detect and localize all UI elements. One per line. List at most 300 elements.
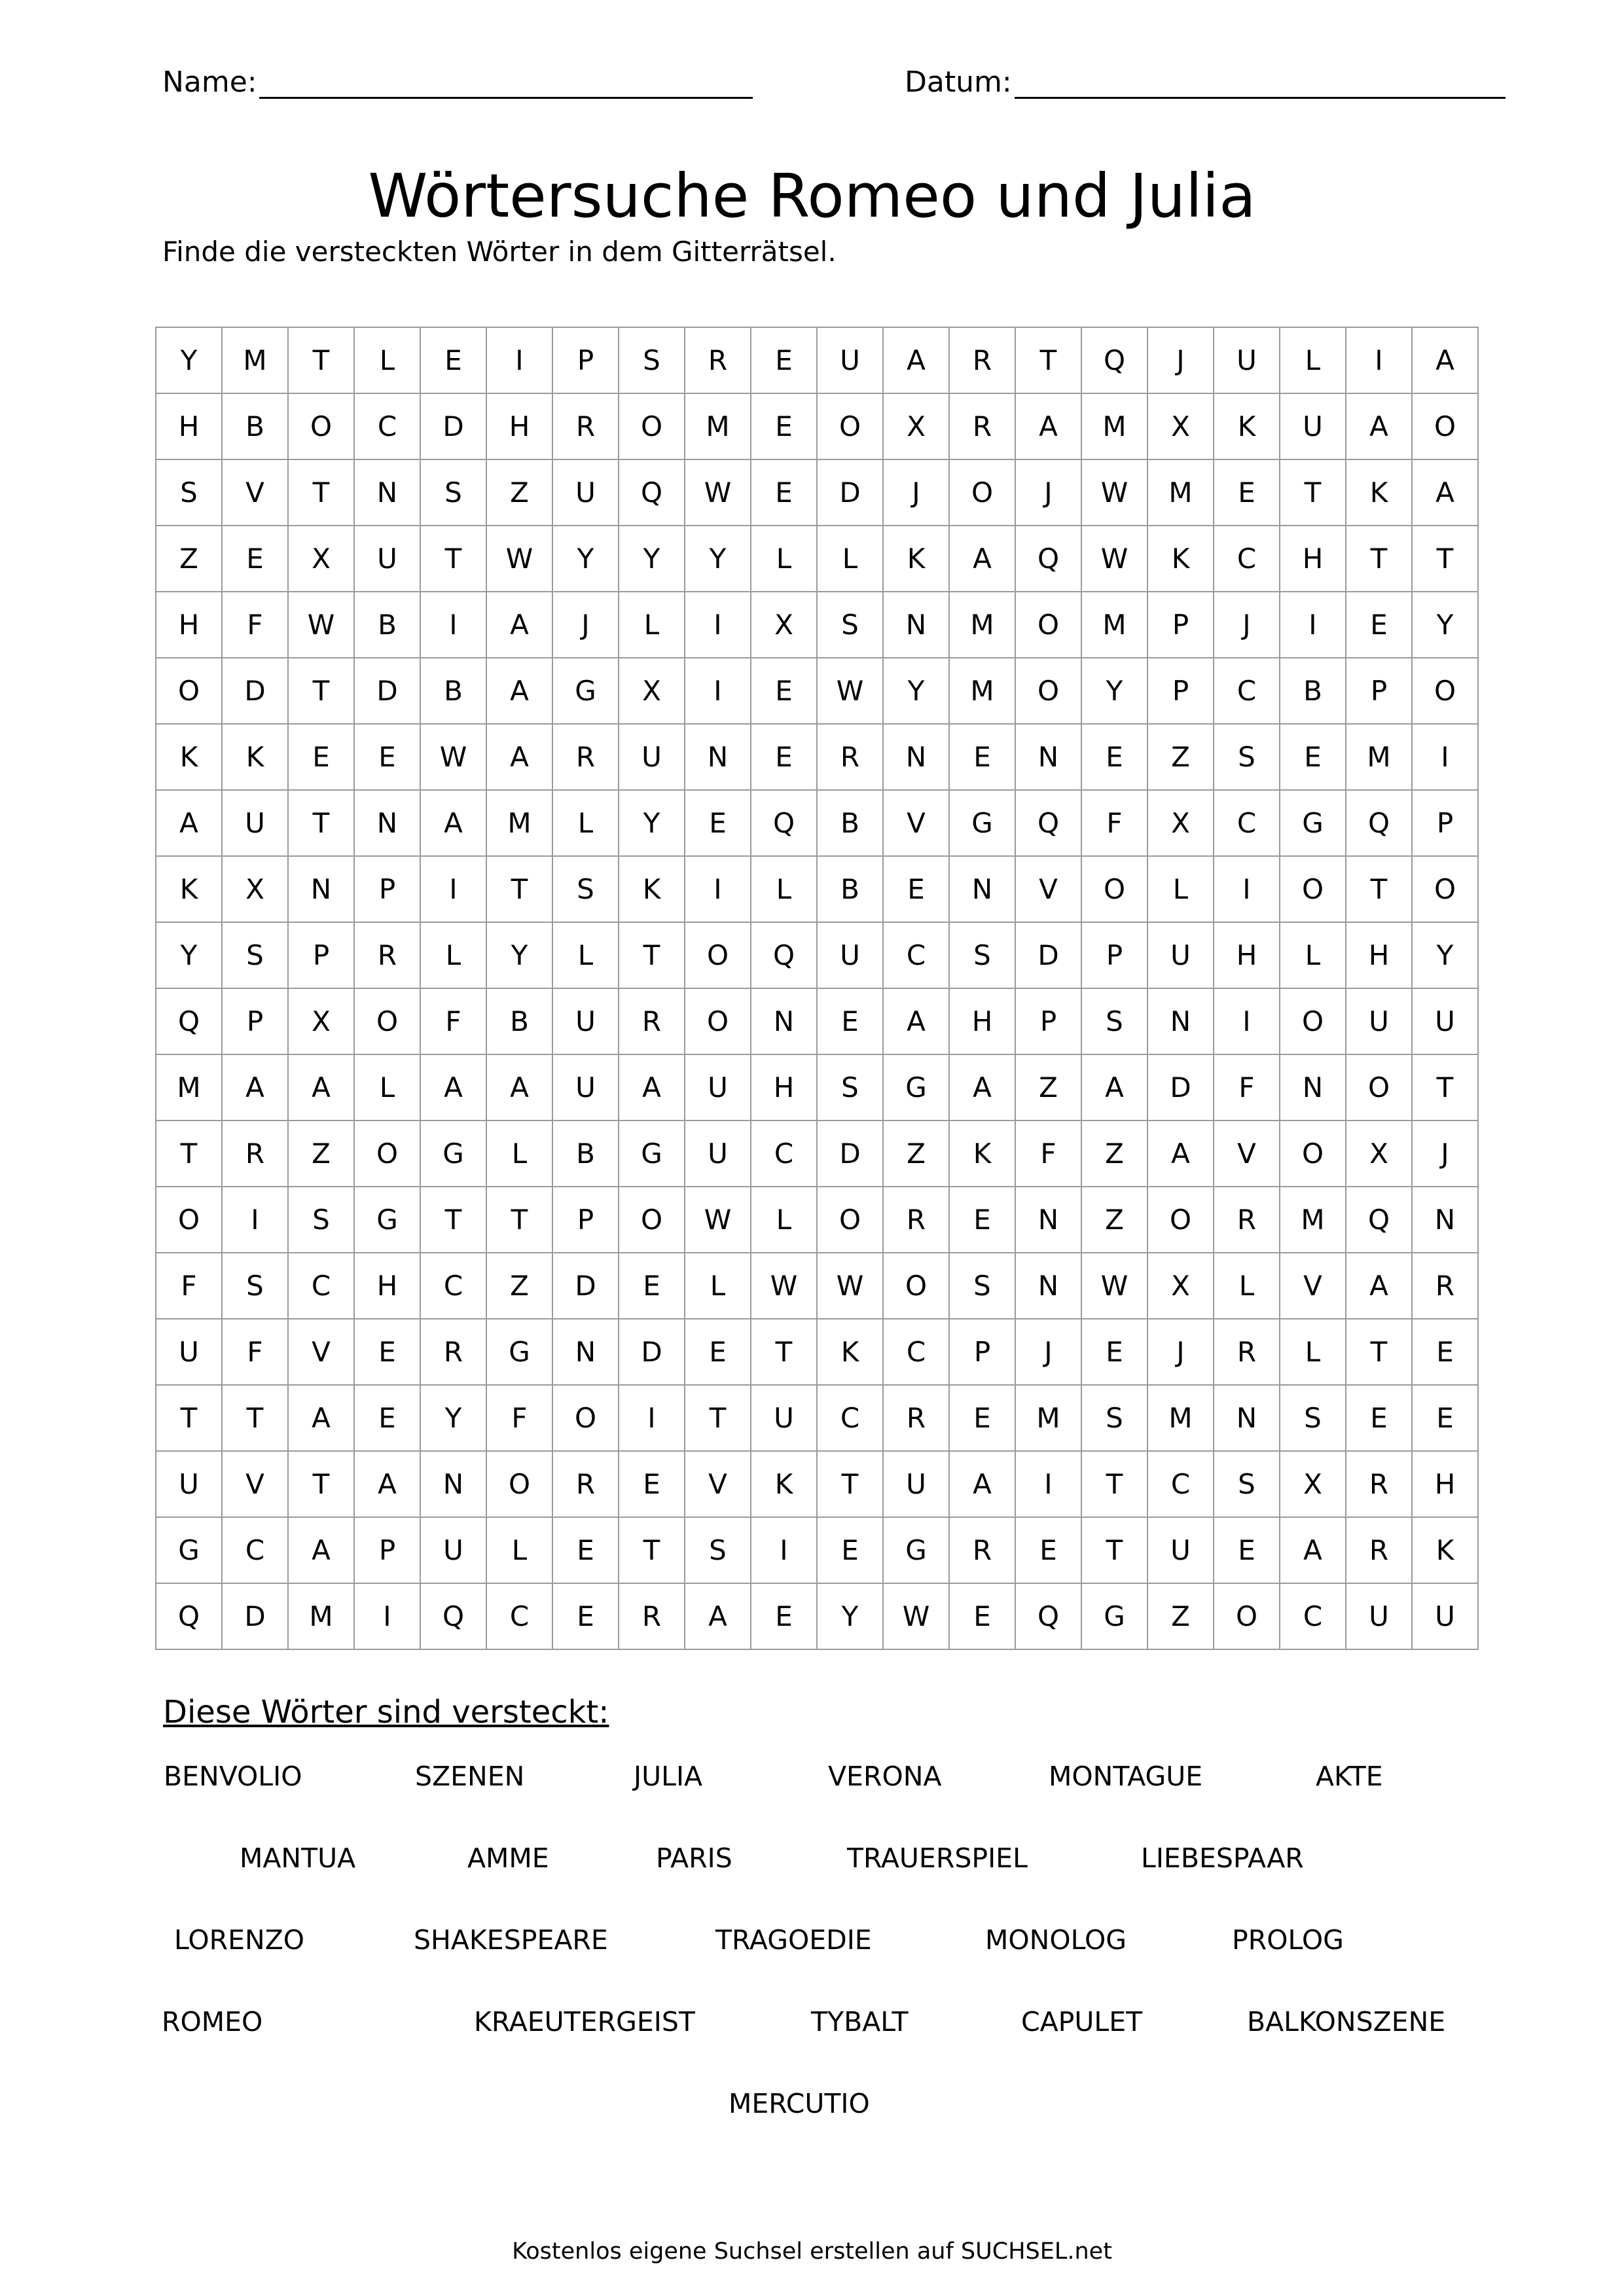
grid-cell[interactable]: N bbox=[1280, 1055, 1346, 1121]
grid-cell[interactable]: M bbox=[223, 328, 289, 394]
grid-cell[interactable]: E bbox=[553, 1518, 619, 1584]
grid-cell[interactable]: Q bbox=[156, 989, 223, 1055]
grid-cell[interactable]: B bbox=[421, 658, 487, 725]
grid-cell[interactable]: Y bbox=[421, 1386, 487, 1452]
grid-cell[interactable]: L bbox=[355, 1055, 421, 1121]
grid-cell[interactable]: Z bbox=[1148, 725, 1214, 791]
grid-cell[interactable]: A bbox=[1016, 394, 1082, 460]
grid-cell[interactable]: L bbox=[1280, 1319, 1346, 1386]
grid-cell[interactable]: K bbox=[818, 1319, 884, 1386]
grid-cell[interactable]: R bbox=[950, 1518, 1016, 1584]
grid-cell[interactable]: N bbox=[884, 592, 950, 658]
grid-cell[interactable]: W bbox=[884, 1584, 950, 1650]
grid-cell[interactable]: S bbox=[289, 1187, 355, 1253]
grid-cell[interactable]: E bbox=[1413, 1319, 1479, 1386]
grid-cell[interactable]: Q bbox=[1016, 791, 1082, 857]
grid-cell[interactable]: D bbox=[818, 1121, 884, 1187]
grid-cell[interactable]: A bbox=[1280, 1518, 1346, 1584]
grid-cell[interactable]: U bbox=[355, 526, 421, 592]
grid-cell[interactable]: L bbox=[487, 1518, 553, 1584]
grid-cell[interactable]: M bbox=[1280, 1187, 1346, 1253]
grid-cell[interactable]: V bbox=[289, 1319, 355, 1386]
grid-cell[interactable]: Z bbox=[1148, 1584, 1214, 1650]
grid-cell[interactable]: W bbox=[685, 460, 751, 526]
grid-cell[interactable]: S bbox=[950, 1253, 1016, 1319]
grid-cell[interactable]: J bbox=[1148, 328, 1214, 394]
grid-cell[interactable]: W bbox=[1082, 1253, 1148, 1319]
grid-cell[interactable]: O bbox=[1346, 1055, 1413, 1121]
grid-cell[interactable]: I bbox=[355, 1584, 421, 1650]
grid-cell[interactable]: J bbox=[1148, 1319, 1214, 1386]
grid-cell[interactable]: F bbox=[156, 1253, 223, 1319]
grid-cell[interactable]: A bbox=[619, 1055, 685, 1121]
grid-cell[interactable]: C bbox=[1214, 526, 1280, 592]
grid-cell[interactable]: A bbox=[156, 791, 223, 857]
grid-cell[interactable]: R bbox=[223, 1121, 289, 1187]
grid-cell[interactable]: N bbox=[421, 1452, 487, 1518]
grid-cell[interactable]: U bbox=[818, 328, 884, 394]
grid-cell[interactable]: M bbox=[950, 658, 1016, 725]
grid-cell[interactable]: J bbox=[553, 592, 619, 658]
grid-cell[interactable]: Q bbox=[421, 1584, 487, 1650]
grid-cell[interactable]: I bbox=[751, 1518, 818, 1584]
grid-cell[interactable]: N bbox=[1214, 1386, 1280, 1452]
grid-cell[interactable]: U bbox=[1346, 989, 1413, 1055]
grid-cell[interactable]: E bbox=[1346, 1386, 1413, 1452]
grid-cell[interactable]: T bbox=[1346, 857, 1413, 923]
grid-cell[interactable]: E bbox=[1413, 1386, 1479, 1452]
grid-cell[interactable]: R bbox=[619, 1584, 685, 1650]
grid-cell[interactable]: D bbox=[421, 394, 487, 460]
grid-cell[interactable]: S bbox=[1280, 1386, 1346, 1452]
grid-cell[interactable]: Y bbox=[1413, 923, 1479, 989]
grid-cell[interactable]: I bbox=[1214, 989, 1280, 1055]
grid-cell[interactable]: E bbox=[1280, 725, 1346, 791]
grid-cell[interactable]: K bbox=[223, 725, 289, 791]
grid-cell[interactable]: I bbox=[1016, 1452, 1082, 1518]
grid-cell[interactable]: Q bbox=[751, 791, 818, 857]
grid-cell[interactable]: G bbox=[355, 1187, 421, 1253]
grid-cell[interactable]: E bbox=[355, 1319, 421, 1386]
grid-cell[interactable]: U bbox=[1148, 1518, 1214, 1584]
grid-cell[interactable]: M bbox=[1016, 1386, 1082, 1452]
grid-cell[interactable]: T bbox=[1082, 1518, 1148, 1584]
grid-cell[interactable]: L bbox=[1280, 328, 1346, 394]
grid-cell[interactable]: T bbox=[223, 1386, 289, 1452]
grid-cell[interactable]: E bbox=[289, 725, 355, 791]
grid-cell[interactable]: R bbox=[1413, 1253, 1479, 1319]
grid-cell[interactable]: B bbox=[487, 989, 553, 1055]
grid-cell[interactable]: I bbox=[1346, 328, 1413, 394]
grid-cell[interactable]: E bbox=[751, 1584, 818, 1650]
grid-cell[interactable]: A bbox=[289, 1055, 355, 1121]
grid-cell[interactable]: W bbox=[751, 1253, 818, 1319]
grid-cell[interactable]: M bbox=[1082, 394, 1148, 460]
grid-cell[interactable]: L bbox=[751, 857, 818, 923]
grid-cell[interactable]: T bbox=[1413, 1055, 1479, 1121]
grid-cell[interactable]: Q bbox=[1016, 526, 1082, 592]
grid-cell[interactable]: L bbox=[553, 791, 619, 857]
grid-cell[interactable]: T bbox=[1413, 526, 1479, 592]
grid-cell[interactable]: A bbox=[1082, 1055, 1148, 1121]
grid-cell[interactable]: I bbox=[487, 328, 553, 394]
grid-cell[interactable]: S bbox=[156, 460, 223, 526]
grid-cell[interactable]: M bbox=[1148, 460, 1214, 526]
grid-cell[interactable]: U bbox=[156, 1319, 223, 1386]
grid-cell[interactable]: C bbox=[289, 1253, 355, 1319]
grid-cell[interactable]: B bbox=[553, 1121, 619, 1187]
grid-cell[interactable]: S bbox=[1214, 1452, 1280, 1518]
grid-cell[interactable]: S bbox=[223, 1253, 289, 1319]
grid-cell[interactable]: X bbox=[223, 857, 289, 923]
grid-cell[interactable]: P bbox=[355, 857, 421, 923]
grid-cell[interactable]: T bbox=[487, 1187, 553, 1253]
grid-cell[interactable]: I bbox=[1214, 857, 1280, 923]
grid-cell[interactable]: H bbox=[1413, 1452, 1479, 1518]
grid-cell[interactable]: P bbox=[1346, 658, 1413, 725]
grid-cell[interactable]: L bbox=[619, 592, 685, 658]
grid-cell[interactable]: V bbox=[223, 1452, 289, 1518]
grid-cell[interactable]: B bbox=[818, 857, 884, 923]
grid-cell[interactable]: E bbox=[818, 1518, 884, 1584]
grid-cell[interactable]: D bbox=[1016, 923, 1082, 989]
grid-cell[interactable]: T bbox=[421, 1187, 487, 1253]
grid-cell[interactable]: O bbox=[355, 1121, 421, 1187]
grid-cell[interactable]: V bbox=[1214, 1121, 1280, 1187]
grid-cell[interactable]: S bbox=[553, 857, 619, 923]
grid-cell[interactable]: U bbox=[553, 989, 619, 1055]
grid-cell[interactable]: T bbox=[619, 1518, 685, 1584]
grid-cell[interactable]: F bbox=[487, 1386, 553, 1452]
grid-cell[interactable]: T bbox=[289, 658, 355, 725]
grid-cell[interactable]: A bbox=[421, 1055, 487, 1121]
grid-cell[interactable]: O bbox=[1280, 1121, 1346, 1187]
grid-cell[interactable]: V bbox=[1016, 857, 1082, 923]
grid-cell[interactable]: W bbox=[1082, 460, 1148, 526]
grid-cell[interactable]: N bbox=[355, 460, 421, 526]
grid-cell[interactable]: E bbox=[355, 725, 421, 791]
grid-cell[interactable]: W bbox=[818, 1253, 884, 1319]
grid-cell[interactable]: M bbox=[156, 1055, 223, 1121]
grid-cell[interactable]: L bbox=[1148, 857, 1214, 923]
grid-cell[interactable]: S bbox=[1082, 989, 1148, 1055]
grid-cell[interactable]: I bbox=[685, 857, 751, 923]
grid-cell[interactable]: N bbox=[751, 989, 818, 1055]
grid-cell[interactable]: T bbox=[818, 1452, 884, 1518]
grid-cell[interactable]: U bbox=[1413, 989, 1479, 1055]
grid-cell[interactable]: Z bbox=[1016, 1055, 1082, 1121]
grid-cell[interactable]: K bbox=[156, 725, 223, 791]
grid-cell[interactable]: U bbox=[553, 460, 619, 526]
grid-cell[interactable]: N bbox=[950, 857, 1016, 923]
grid-cell[interactable]: P bbox=[223, 989, 289, 1055]
grid-cell[interactable]: E bbox=[1082, 725, 1148, 791]
grid-cell[interactable]: E bbox=[950, 725, 1016, 791]
grid-cell[interactable]: O bbox=[1413, 394, 1479, 460]
grid-cell[interactable]: D bbox=[553, 1253, 619, 1319]
grid-cell[interactable]: Y bbox=[156, 923, 223, 989]
grid-cell[interactable]: U bbox=[421, 1518, 487, 1584]
grid-cell[interactable]: R bbox=[884, 1386, 950, 1452]
grid-cell[interactable]: S bbox=[818, 592, 884, 658]
grid-cell[interactable]: Y bbox=[487, 923, 553, 989]
grid-cell[interactable]: T bbox=[289, 460, 355, 526]
grid-cell[interactable]: T bbox=[421, 526, 487, 592]
grid-cell[interactable]: B bbox=[223, 394, 289, 460]
grid-cell[interactable]: F bbox=[1016, 1121, 1082, 1187]
grid-cell[interactable]: U bbox=[818, 923, 884, 989]
grid-cell[interactable]: F bbox=[223, 592, 289, 658]
grid-cell[interactable]: A bbox=[289, 1386, 355, 1452]
grid-cell[interactable]: M bbox=[1082, 592, 1148, 658]
grid-cell[interactable]: A bbox=[950, 1452, 1016, 1518]
grid-cell[interactable]: I bbox=[1280, 592, 1346, 658]
date-field-line[interactable] bbox=[1015, 97, 1506, 99]
grid-cell[interactable]: O bbox=[1413, 658, 1479, 725]
grid-cell[interactable]: O bbox=[1148, 1187, 1214, 1253]
grid-cell[interactable]: S bbox=[950, 923, 1016, 989]
grid-cell[interactable]: O bbox=[1016, 658, 1082, 725]
grid-cell[interactable]: R bbox=[1346, 1452, 1413, 1518]
grid-cell[interactable]: O bbox=[619, 394, 685, 460]
grid-cell[interactable]: N bbox=[355, 791, 421, 857]
grid-cell[interactable]: I bbox=[223, 1187, 289, 1253]
grid-cell[interactable]: R bbox=[1214, 1319, 1280, 1386]
grid-cell[interactable]: U bbox=[553, 1055, 619, 1121]
grid-cell[interactable]: Z bbox=[487, 1253, 553, 1319]
grid-cell[interactable]: A bbox=[884, 989, 950, 1055]
grid-cell[interactable]: N bbox=[1016, 1187, 1082, 1253]
grid-cell[interactable]: I bbox=[619, 1386, 685, 1452]
grid-cell[interactable]: D bbox=[619, 1319, 685, 1386]
name-field-line[interactable] bbox=[259, 97, 753, 99]
grid-cell[interactable]: T bbox=[619, 923, 685, 989]
grid-cell[interactable]: E bbox=[223, 526, 289, 592]
grid-cell[interactable]: H bbox=[1346, 923, 1413, 989]
grid-cell[interactable]: C bbox=[818, 1386, 884, 1452]
grid-cell[interactable]: K bbox=[884, 526, 950, 592]
grid-cell[interactable]: K bbox=[156, 857, 223, 923]
grid-cell[interactable]: P bbox=[1016, 989, 1082, 1055]
grid-cell[interactable]: E bbox=[619, 1253, 685, 1319]
grid-cell[interactable]: T bbox=[1280, 460, 1346, 526]
grid-cell[interactable]: E bbox=[1016, 1518, 1082, 1584]
grid-cell[interactable]: E bbox=[1214, 1518, 1280, 1584]
grid-cell[interactable]: X bbox=[1280, 1452, 1346, 1518]
grid-cell[interactable]: S bbox=[223, 923, 289, 989]
grid-cell[interactable]: K bbox=[751, 1452, 818, 1518]
grid-cell[interactable]: M bbox=[1148, 1386, 1214, 1452]
grid-cell[interactable]: V bbox=[685, 1452, 751, 1518]
grid-cell[interactable]: T bbox=[487, 857, 553, 923]
grid-cell[interactable]: W bbox=[685, 1187, 751, 1253]
grid-cell[interactable]: L bbox=[1214, 1253, 1280, 1319]
grid-cell[interactable]: E bbox=[421, 328, 487, 394]
grid-cell[interactable]: I bbox=[421, 592, 487, 658]
grid-cell[interactable]: U bbox=[619, 725, 685, 791]
grid-cell[interactable]: R bbox=[355, 923, 421, 989]
grid-cell[interactable]: C bbox=[223, 1518, 289, 1584]
grid-cell[interactable]: O bbox=[355, 989, 421, 1055]
grid-cell[interactable]: A bbox=[1346, 1253, 1413, 1319]
grid-cell[interactable]: H bbox=[1280, 526, 1346, 592]
grid-cell[interactable]: E bbox=[950, 1187, 1016, 1253]
grid-cell[interactable]: N bbox=[1413, 1187, 1479, 1253]
grid-cell[interactable]: T bbox=[289, 791, 355, 857]
grid-cell[interactable]: J bbox=[1214, 592, 1280, 658]
grid-cell[interactable]: N bbox=[1016, 725, 1082, 791]
grid-cell[interactable]: W bbox=[421, 725, 487, 791]
grid-cell[interactable]: A bbox=[1148, 1121, 1214, 1187]
grid-cell[interactable]: R bbox=[553, 725, 619, 791]
grid-cell[interactable]: Y bbox=[685, 526, 751, 592]
grid-cell[interactable]: Q bbox=[751, 923, 818, 989]
grid-cell[interactable]: Q bbox=[1346, 1187, 1413, 1253]
grid-cell[interactable]: C bbox=[751, 1121, 818, 1187]
grid-cell[interactable]: E bbox=[751, 460, 818, 526]
grid-cell[interactable]: A bbox=[1413, 328, 1479, 394]
grid-cell[interactable]: S bbox=[421, 460, 487, 526]
grid-cell[interactable]: K bbox=[950, 1121, 1016, 1187]
grid-cell[interactable]: P bbox=[1148, 592, 1214, 658]
grid-cell[interactable]: D bbox=[1148, 1055, 1214, 1121]
grid-cell[interactable]: X bbox=[289, 989, 355, 1055]
grid-cell[interactable]: A bbox=[421, 791, 487, 857]
grid-cell[interactable]: V bbox=[223, 460, 289, 526]
grid-cell[interactable]: R bbox=[1346, 1518, 1413, 1584]
grid-cell[interactable]: I bbox=[685, 592, 751, 658]
grid-cell[interactable]: P bbox=[553, 1187, 619, 1253]
grid-cell[interactable]: F bbox=[223, 1319, 289, 1386]
grid-cell[interactable]: M bbox=[487, 791, 553, 857]
grid-cell[interactable]: C bbox=[1214, 791, 1280, 857]
grid-cell[interactable]: Y bbox=[818, 1584, 884, 1650]
grid-cell[interactable]: G bbox=[156, 1518, 223, 1584]
grid-cell[interactable]: C bbox=[421, 1253, 487, 1319]
grid-cell[interactable]: Y bbox=[619, 791, 685, 857]
grid-cell[interactable]: A bbox=[487, 1055, 553, 1121]
grid-cell[interactable]: A bbox=[685, 1584, 751, 1650]
grid-cell[interactable]: B bbox=[1280, 658, 1346, 725]
grid-cell[interactable]: E bbox=[751, 394, 818, 460]
grid-cell[interactable]: U bbox=[223, 791, 289, 857]
grid-cell[interactable]: W bbox=[289, 592, 355, 658]
grid-cell[interactable]: L bbox=[553, 923, 619, 989]
grid-cell[interactable]: O bbox=[1413, 857, 1479, 923]
grid-cell[interactable]: O bbox=[1016, 592, 1082, 658]
grid-cell[interactable]: J bbox=[1413, 1121, 1479, 1187]
grid-cell[interactable]: U bbox=[1413, 1584, 1479, 1650]
grid-cell[interactable]: P bbox=[553, 328, 619, 394]
grid-cell[interactable]: U bbox=[1280, 394, 1346, 460]
grid-cell[interactable]: R bbox=[818, 725, 884, 791]
grid-cell[interactable]: L bbox=[1280, 923, 1346, 989]
grid-cell[interactable]: G bbox=[950, 791, 1016, 857]
grid-cell[interactable]: F bbox=[1214, 1055, 1280, 1121]
grid-cell[interactable]: T bbox=[1346, 1319, 1413, 1386]
grid-cell[interactable]: C bbox=[355, 394, 421, 460]
grid-cell[interactable]: T bbox=[156, 1121, 223, 1187]
grid-cell[interactable]: A bbox=[950, 1055, 1016, 1121]
grid-cell[interactable]: H bbox=[355, 1253, 421, 1319]
grid-cell[interactable]: I bbox=[421, 857, 487, 923]
grid-cell[interactable]: E bbox=[355, 1386, 421, 1452]
grid-cell[interactable]: N bbox=[1016, 1253, 1082, 1319]
grid-cell[interactable]: E bbox=[751, 725, 818, 791]
grid-cell[interactable]: N bbox=[289, 857, 355, 923]
grid-cell[interactable]: O bbox=[1280, 989, 1346, 1055]
grid-cell[interactable]: Y bbox=[1413, 592, 1479, 658]
grid-cell[interactable]: L bbox=[355, 328, 421, 394]
grid-cell[interactable]: D bbox=[818, 460, 884, 526]
grid-cell[interactable]: A bbox=[884, 328, 950, 394]
grid-cell[interactable]: Z bbox=[487, 460, 553, 526]
grid-cell[interactable]: X bbox=[289, 526, 355, 592]
grid-cell[interactable]: W bbox=[818, 658, 884, 725]
grid-cell[interactable]: Y bbox=[156, 328, 223, 394]
grid-cell[interactable]: H bbox=[751, 1055, 818, 1121]
grid-cell[interactable]: O bbox=[1082, 857, 1148, 923]
grid-cell[interactable]: Z bbox=[1082, 1121, 1148, 1187]
grid-cell[interactable]: Y bbox=[553, 526, 619, 592]
grid-cell[interactable]: Q bbox=[1346, 791, 1413, 857]
grid-cell[interactable]: X bbox=[1148, 394, 1214, 460]
grid-cell[interactable]: R bbox=[619, 989, 685, 1055]
grid-cell[interactable]: L bbox=[487, 1121, 553, 1187]
grid-cell[interactable]: P bbox=[1148, 658, 1214, 725]
grid-cell[interactable]: P bbox=[355, 1518, 421, 1584]
grid-cell[interactable]: O bbox=[1280, 857, 1346, 923]
grid-cell[interactable]: G bbox=[487, 1319, 553, 1386]
grid-cell[interactable]: H bbox=[1214, 923, 1280, 989]
grid-cell[interactable]: Q bbox=[1016, 1584, 1082, 1650]
grid-cell[interactable]: H bbox=[950, 989, 1016, 1055]
grid-cell[interactable]: O bbox=[884, 1253, 950, 1319]
grid-cell[interactable]: U bbox=[751, 1386, 818, 1452]
grid-cell[interactable]: W bbox=[1082, 526, 1148, 592]
grid-cell[interactable]: O bbox=[1214, 1584, 1280, 1650]
grid-cell[interactable]: D bbox=[223, 1584, 289, 1650]
grid-cell[interactable]: H bbox=[156, 592, 223, 658]
grid-cell[interactable]: O bbox=[156, 658, 223, 725]
grid-cell[interactable]: O bbox=[487, 1452, 553, 1518]
grid-cell[interactable]: N bbox=[553, 1319, 619, 1386]
grid-cell[interactable]: A bbox=[487, 725, 553, 791]
grid-cell[interactable]: X bbox=[751, 592, 818, 658]
grid-cell[interactable]: J bbox=[1016, 1319, 1082, 1386]
grid-cell[interactable]: T bbox=[1082, 1452, 1148, 1518]
grid-cell[interactable]: U bbox=[884, 1452, 950, 1518]
grid-cell[interactable]: O bbox=[685, 923, 751, 989]
grid-cell[interactable]: U bbox=[685, 1055, 751, 1121]
grid-cell[interactable]: W bbox=[487, 526, 553, 592]
grid-cell[interactable]: R bbox=[685, 328, 751, 394]
grid-cell[interactable]: I bbox=[685, 658, 751, 725]
grid-cell[interactable]: O bbox=[950, 460, 1016, 526]
grid-cell[interactable]: U bbox=[685, 1121, 751, 1187]
grid-cell[interactable]: O bbox=[289, 394, 355, 460]
grid-cell[interactable]: M bbox=[950, 592, 1016, 658]
grid-cell[interactable]: K bbox=[1214, 394, 1280, 460]
grid-cell[interactable]: B bbox=[355, 592, 421, 658]
grid-cell[interactable]: A bbox=[487, 592, 553, 658]
grid-cell[interactable]: A bbox=[223, 1055, 289, 1121]
grid-cell[interactable]: M bbox=[685, 394, 751, 460]
grid-cell[interactable]: I bbox=[1413, 725, 1479, 791]
grid-cell[interactable]: X bbox=[1346, 1121, 1413, 1187]
grid-cell[interactable]: Y bbox=[1082, 658, 1148, 725]
grid-cell[interactable]: D bbox=[223, 658, 289, 725]
